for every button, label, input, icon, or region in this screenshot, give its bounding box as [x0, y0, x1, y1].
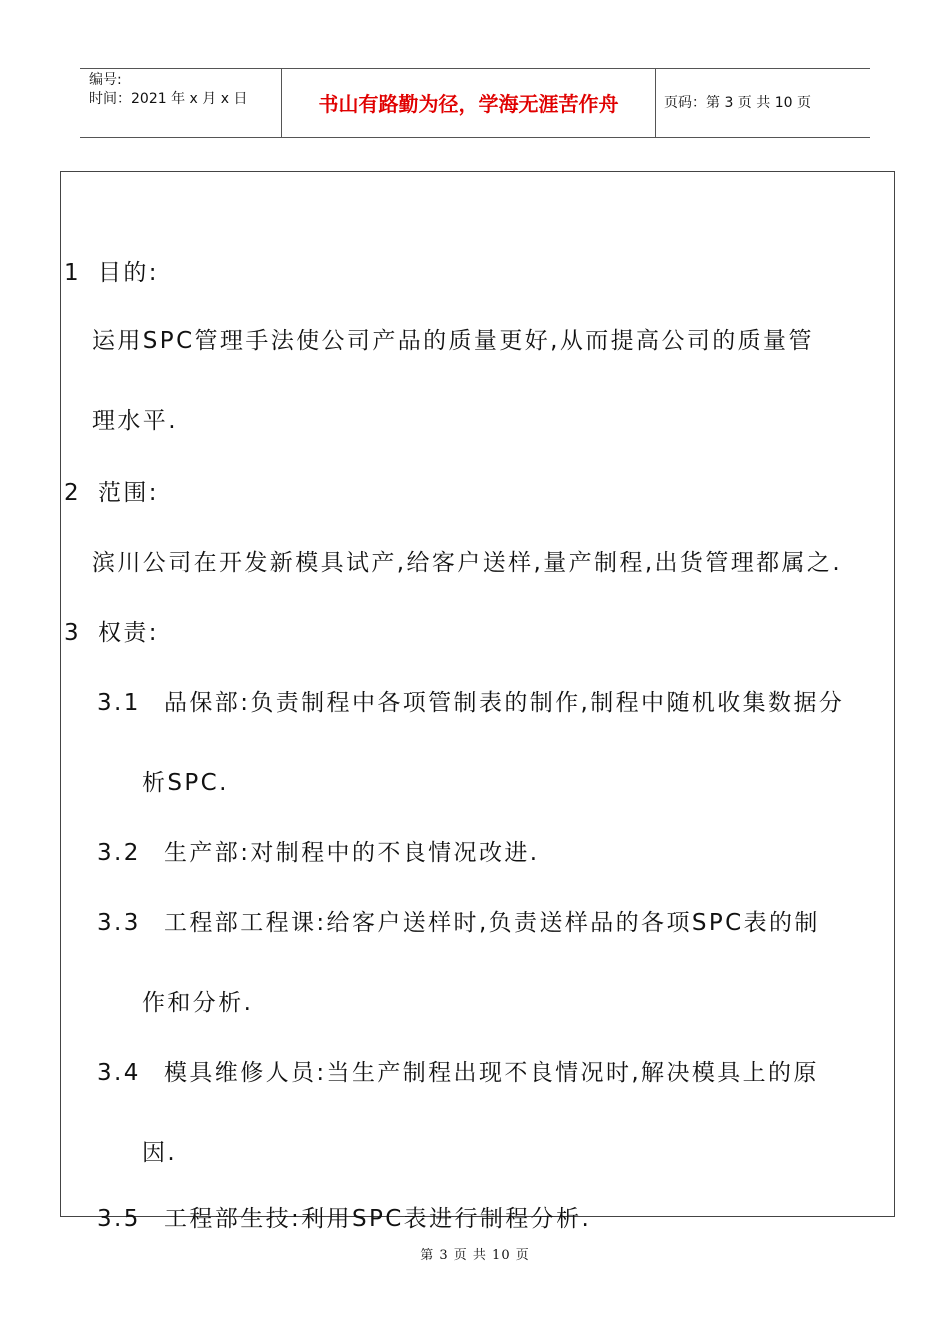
item-3-4-text: 模具维修人员:当生产制程出现不良情况时,解决模具上的原 [164, 1060, 819, 1086]
item-3-2-text: 生产部:对制程中的不良情况改进. [164, 840, 540, 866]
section-1-text-line-1: 运用SPC管理手法使公司产品的质量更好,从而提高公司的质量管 [92, 328, 814, 354]
section-2-text: 滨川公司在开发新模具试产,给客户送样,量产制程,出货管理都属之. [92, 550, 843, 576]
section-2-heading [64, 478, 159, 508]
item-3-2 [97, 838, 539, 868]
header-motto: 书山有路勤为径，学海无涯苦作舟 [318, 92, 619, 116]
item-3-3-continuation: 作和分析. [142, 990, 254, 1016]
item-3-5-number: 3.5 [97, 1206, 141, 1232]
document-time: 时间：2021 年 x 月 x 日 [89, 91, 248, 107]
item-3-5-text: 工程部生技:利用SPC表进行制程分析. [164, 1206, 592, 1232]
item-3-3-text: 工程部工程课:给客户送样时,负责送样品的各项SPC表的制 [164, 910, 820, 936]
item-3-4 [97, 1058, 819, 1088]
page-header [80, 68, 870, 138]
item-3-3-number: 3.3 [97, 910, 141, 936]
item-3-5 [97, 1204, 591, 1234]
item-3-1-number: 3.1 [97, 690, 141, 716]
header-meta-cell [80, 69, 281, 137]
item-3-4-number: 3.4 [97, 1060, 141, 1086]
item-3-3 [97, 908, 820, 938]
section-1-title: 目的: [98, 260, 159, 286]
document-code-label: 编号: [89, 72, 122, 88]
section-3-heading [64, 618, 159, 648]
section-3-number: 3 [64, 620, 82, 646]
section-3-title: 权责: [98, 620, 159, 646]
content-frame [60, 171, 895, 1232]
header-page-cell [656, 69, 870, 137]
section-1-number: 1 [64, 260, 82, 286]
section-1-text-line-2: 理水平. [92, 408, 178, 434]
header-motto-cell [281, 69, 656, 137]
item-3-1-text: 品保部:负责制程中各项管制表的制作,制程中随机收集数据分 [164, 690, 845, 716]
page-footer: 第 3 页 共 10 页 [420, 1248, 530, 1263]
item-3-4-continuation: 因. [142, 1140, 178, 1166]
section-2-title: 范围: [98, 480, 159, 506]
item-3-1-continuation: 析SPC. [142, 770, 229, 796]
section-2-number: 2 [64, 480, 82, 506]
header-page-code: 页码：第 3 页 共 10 页 [664, 95, 811, 111]
section-1-heading [64, 258, 159, 288]
item-3-1 [97, 688, 844, 718]
item-3-2-number: 3.2 [97, 840, 141, 866]
